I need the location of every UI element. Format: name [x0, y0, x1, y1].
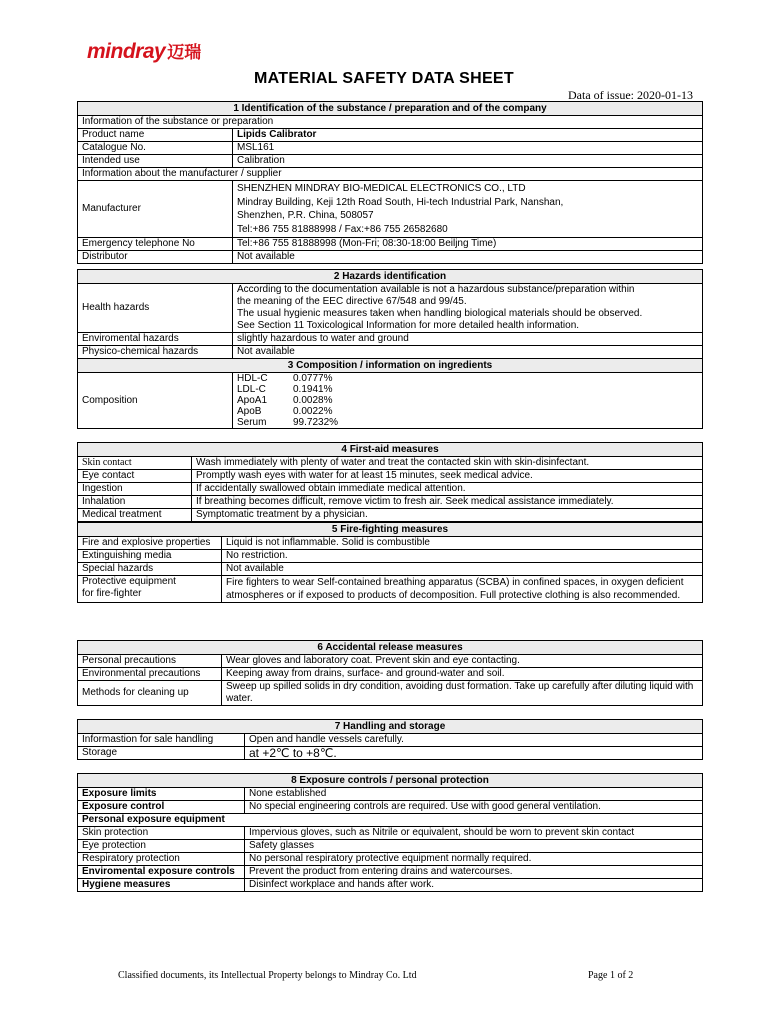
exposure-limits-label: Exposure limits [78, 788, 245, 801]
composition-item: LDL-C 0.1941% [237, 384, 333, 395]
inhalation-value: If breathing becomes difficult, remove victim to fresh air. Seek medical assistance immediately. [192, 496, 703, 509]
sale-handling-value: Open and handle vessels carefully. [245, 734, 703, 747]
section-8-heading: 8 Exposure controls / personal protection [78, 774, 703, 788]
section-2-heading: 2 Hazards identification [78, 270, 703, 284]
personal-exposure-label: Personal exposure equipment [78, 814, 703, 827]
section-3-heading: 3 Composition / information on ingredients [78, 359, 703, 373]
extinguishing-label: Extinguishing media [78, 550, 222, 563]
skin-contact-value: Wash immediately with plenty of water and treat the contacted skin with skin-disinfectant. [192, 457, 703, 470]
medical-treatment-value: Symptomatic treatment by a physician. [192, 509, 703, 522]
logo-latin: mindray [87, 40, 166, 63]
eye-contact-value: Promptly wash eyes with water for at least 15 minutes, seek medical advice. [192, 470, 703, 483]
personal-precautions-label: Personal precautions [78, 655, 222, 668]
composition-item: Serum 99.7232% [237, 417, 339, 428]
eye-protection-label: Eye protection [78, 840, 245, 853]
protective-equipment-label: Protective equipment for fire-fighter [78, 576, 222, 603]
section-1 [77, 101, 703, 264]
skin-protection-value: Impervious gloves, such as Nitrile or equivalent, should be worn to prevent skin contact [245, 827, 703, 840]
eye-contact-label: Eye contact [78, 470, 192, 483]
health-hazards-label: Health hazards [78, 284, 233, 333]
phys-hazards-label: Physico-chemical hazards [78, 346, 233, 359]
section-2 [77, 269, 703, 429]
health-hazards-value [233, 284, 703, 333]
section-8 [77, 773, 703, 892]
logo-cn: 迈瑞 [167, 43, 202, 63]
catalogue-value: MSL161 [233, 142, 703, 155]
special-hazards-label: Special hazards [78, 563, 222, 576]
protective-equipment-value: Fire fighters to wear Self-contained breathing apparatus (SCBA) in confined spaces, in oxygen deficient atmospheres or if exposed to products of decomposition. Full protective clothing is also recommended. [222, 576, 703, 603]
manufacturer-line: SHENZHEN MINDRAY BIO-MEDICAL ELECTRONICS CO., LTD [237, 183, 526, 194]
info-substance-label: Information of the substance or preparation [78, 116, 703, 129]
hygiene-value: Disinfect workplace and hands after work. [245, 879, 703, 892]
medical-treatment-label: Medical treatment [78, 509, 192, 522]
fire-properties-label: Fire and explosive properties [78, 537, 222, 550]
ingestion-value: If accidentally swallowed obtain immediate medical attention. [192, 483, 703, 496]
intended-use-value: Calibration [233, 155, 703, 168]
intended-use-label: Intended use [78, 155, 233, 168]
exposure-control-value: No special engineering controls are required. Use with good general ventilation. [245, 801, 703, 814]
composition-label: Composition [78, 373, 233, 429]
section-6-heading: 6 Accidental release measures [78, 641, 703, 655]
health-line: The usual hygienic measures taken when handling biological materials should be observed. [237, 308, 643, 319]
env-hazards-value: slightly hazardous to water and ground [233, 333, 703, 346]
distributor-value: Not available [233, 251, 703, 264]
product-name-label: Product name [78, 129, 233, 142]
eye-protection-value: Safety glasses [245, 840, 703, 853]
inhalation-label: Inhalation [78, 496, 192, 509]
personal-precautions-value: Wear gloves and laboratory coat. Prevent skin and eye contacting. [222, 655, 703, 668]
composition-item: ApoA1 0.0028% [237, 395, 333, 406]
section-6 [77, 640, 703, 706]
special-hazards-value: Not available [222, 563, 703, 576]
respiratory-protection-label: Respiratory protection [78, 853, 245, 866]
mindray-logo [87, 38, 201, 62]
manufacturer-line: Mindray Building, Keji 12th Road South, Hi-tech Industrial Park, Nanshan, [237, 196, 564, 208]
exposure-control-label: Exposure control [78, 801, 245, 814]
manufacturer-line: Tel:+86 755 81888998 / Fax:+86 755 26582680 [237, 223, 448, 235]
manufacturer-label: Manufacturer [78, 181, 233, 238]
environmental-precautions-label: Environmental precautions [78, 668, 222, 681]
sale-handling-label: Informastion for sale handling [78, 734, 245, 747]
footer-page-number: Page 1 of 2 [588, 970, 634, 981]
env-hazards-label: Enviromental hazards [78, 333, 233, 346]
section-1-heading: 1 Identification of the substance / preparation and of the company [78, 102, 703, 116]
issue-date: Data of issue: 2020-01-13 [568, 88, 693, 102]
hygiene-label: Hygiene measures [78, 879, 245, 892]
phys-hazards-value: Not available [233, 346, 703, 359]
skin-contact-label: Skin contact [78, 457, 192, 470]
ingestion-label: Ingestion [78, 483, 192, 496]
section-7-heading: 7 Handling and storage [78, 720, 703, 734]
health-line: the meaning of the EEC directive 67/548 and 99/45. [237, 296, 467, 307]
info-manufacturer-label: Information about the manufacturer / supplier [78, 168, 703, 181]
composition-item: ApoB 0.0022% [237, 406, 333, 417]
section-7 [77, 719, 703, 760]
storage-label: Storage [78, 747, 245, 760]
distributor-label: Distributor [78, 251, 233, 264]
extinguishing-value: No restriction. [222, 550, 703, 563]
cleaning-methods-label: Methods for cleaning up [78, 681, 222, 706]
section-4 [77, 442, 703, 603]
environmental-precautions-value: Keeping away from drains, surface- and ground-water and soil. [222, 668, 703, 681]
page-title: MATERIAL SAFETY DATA SHEET [254, 70, 514, 87]
health-line: See Section 11 Toxicological Information for more detailed health information. [237, 320, 580, 331]
catalogue-label: Catalogue No. [78, 142, 233, 155]
section-5-heading: 5 Fire-fighting measures [78, 523, 703, 537]
cleaning-methods-value: Sweep up spilled solids in dry condition, avoiding dust formation. Take up carefully after diluting liquid with water. [222, 681, 703, 706]
fire-properties-value: Liquid is not inflammable. Solid is combustible [222, 537, 703, 550]
manufacturer-line: Shenzhen, P.R. China, 508057 [237, 210, 374, 221]
exposure-limits-value: None established [245, 788, 703, 801]
composition-item: HDL-C 0.0777% [237, 373, 333, 384]
section-4-heading: 4 First-aid measures [78, 443, 703, 457]
respiratory-protection-value: No personal respiratory protective equipment normally required. [245, 853, 703, 866]
manufacturer-value [233, 181, 703, 238]
emergency-value: Tel:+86 755 81888998 (Mon-Fri; 08:30-18:00 Beiljng Time) [233, 238, 703, 251]
health-line: According to the documentation available is not a hazardous substance/preparation within [237, 284, 635, 295]
storage-value: at +2℃ to +8℃. [245, 747, 703, 760]
footer-copyright: Classified documents, its Intellectual Property belongs to Mindray Co. Ltd [118, 970, 417, 981]
composition-value [233, 373, 703, 429]
emergency-label: Emergency telephone No [78, 238, 233, 251]
skin-protection-label: Skin protection [78, 827, 245, 840]
env-exposure-label: Enviromental exposure controls [78, 866, 245, 879]
product-name-value: Lipids Calibrator [233, 129, 703, 142]
env-exposure-value: Prevent the product from entering drains and watercourses. [245, 866, 703, 879]
